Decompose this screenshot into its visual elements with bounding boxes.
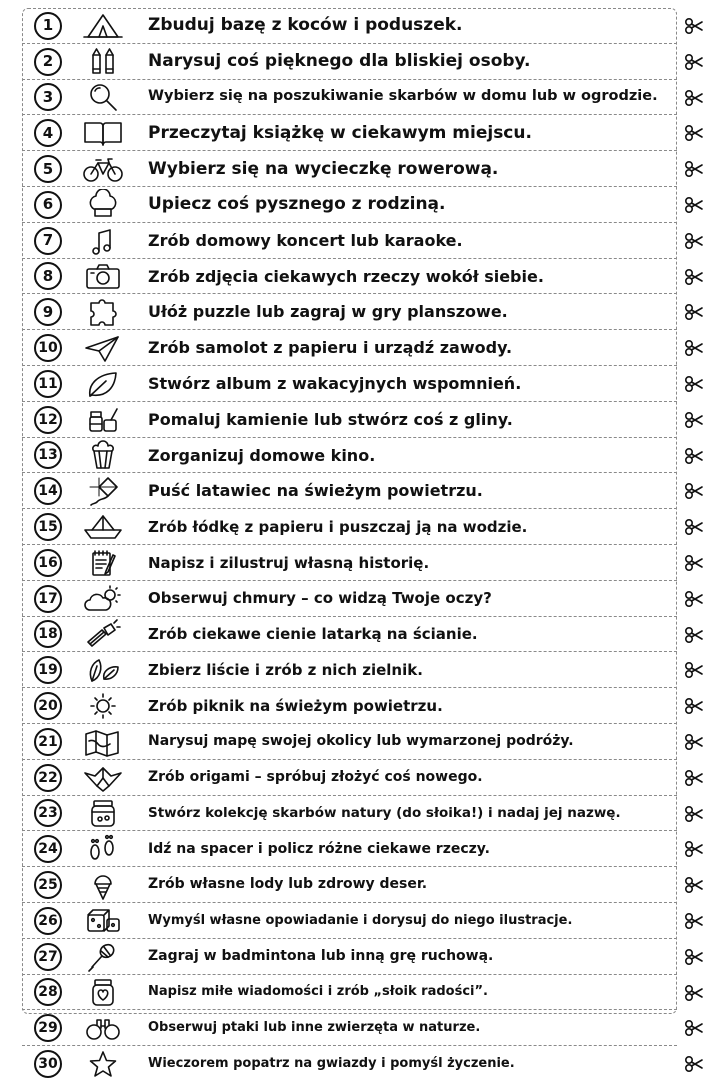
task-row <box>22 688 677 724</box>
task-number-badge: 28 <box>34 978 62 1006</box>
task-text: Stwórz album z wakacyjnych wspomnień. <box>148 373 522 393</box>
task-number-badge: 17 <box>34 585 62 613</box>
task-text: Ułóż puzzle lub zagraj w gry planszowe. <box>148 302 508 322</box>
puzzle-icon <box>80 296 126 328</box>
task-text: Przeczytaj książkę w ciekawym miejscu. <box>148 122 532 143</box>
magnifier-icon <box>80 81 126 113</box>
bicycle-icon <box>80 153 126 185</box>
paint-jars-icon <box>80 404 126 436</box>
task-row <box>22 939 677 975</box>
scissors-icon <box>683 480 705 502</box>
scissors-icon <box>683 15 705 37</box>
scissors-icon <box>683 838 705 860</box>
task-text: Zrób zdjęcia ciekawych rzeczy wokół siebie. <box>148 266 544 286</box>
scissors-icon <box>683 516 705 538</box>
scissors-icon <box>683 409 705 431</box>
task-row <box>22 831 677 867</box>
task-number-badge: 22 <box>34 764 62 792</box>
task-number-badge: 20 <box>34 692 62 720</box>
jar-icon <box>80 797 126 829</box>
scissors-icon <box>683 588 705 610</box>
dice-icon <box>80 905 126 937</box>
task-number-badge: 18 <box>34 620 62 648</box>
task-text: Upiecz coś pysznego z rodziną. <box>148 194 446 215</box>
task-number-badge: 26 <box>34 907 62 935</box>
origami-icon <box>80 762 126 794</box>
task-number-badge: 8 <box>34 262 62 290</box>
scissors-icon <box>683 194 705 216</box>
task-text: Wybierz się na poszukiwanie skarbów w domu lub w ogrodzie. <box>148 88 658 105</box>
star-icon <box>80 1048 126 1080</box>
footprints-icon <box>80 833 126 865</box>
task-text: Narysuj coś pięknego dla bliskiej osoby. <box>148 51 531 72</box>
task-text: Idź na spacer i policz różne ciekawe rzeczy. <box>148 840 490 857</box>
task-row <box>22 509 677 545</box>
task-text: Obserwuj ptaki lub inne zwierzęta w naturze. <box>148 1020 481 1036</box>
task-text: Zrób ciekawe cienie latarką na ścianie. <box>148 625 478 644</box>
scissors-icon <box>683 910 705 932</box>
task-number-badge: 6 <box>34 191 62 219</box>
task-number-badge: 4 <box>34 119 62 147</box>
task-number-badge: 23 <box>34 799 62 827</box>
scissors-icon <box>683 1017 705 1039</box>
task-number-badge: 25 <box>34 871 62 899</box>
flashlight-icon <box>80 618 126 650</box>
pencils-icon <box>80 46 126 78</box>
chef-hat-icon <box>80 189 126 221</box>
task-number-badge: 15 <box>34 513 62 541</box>
task-text: Zbuduj bazę z koców i poduszek. <box>148 15 463 36</box>
task-number-badge: 30 <box>34 1050 62 1078</box>
scissors-icon <box>683 445 705 467</box>
task-text: Obserwuj chmury – co widzą Twoje oczy? <box>148 589 492 608</box>
task-number-badge: 16 <box>34 549 62 577</box>
task-text: Zbierz liście i zrób z nich zielnik. <box>148 660 423 679</box>
task-row <box>22 867 677 903</box>
task-text: Zagraj w badmintona lub inną grę ruchową. <box>148 948 494 965</box>
task-text: Zrób domowy koncert lub karaoke. <box>148 230 463 250</box>
task-row <box>22 187 677 223</box>
task-number-badge: 3 <box>34 83 62 111</box>
scissors-icon <box>683 1053 705 1075</box>
task-text: Wieczorem popatrz na gwiazdy i pomyśl życzenie. <box>148 1056 515 1072</box>
camera-icon <box>80 260 126 292</box>
task-row <box>22 581 677 617</box>
task-text: Zrób origami – spróbuj złożyć coś nowego. <box>148 769 483 786</box>
scissors-icon <box>683 552 705 574</box>
task-text: Pomaluj kamienie lub stwórz coś z gliny. <box>148 409 513 429</box>
scissors-icon <box>683 803 705 825</box>
task-number-badge: 21 <box>34 728 62 756</box>
task-number-badge: 27 <box>34 943 62 971</box>
task-row <box>22 724 677 760</box>
task-row <box>22 8 677 44</box>
task-text: Zrób samolot z papieru i urządź zawody. <box>148 338 513 358</box>
task-row <box>22 652 677 688</box>
leaves-icon <box>80 654 126 686</box>
task-text: Wybierz się na wycieczkę rowerową. <box>148 158 499 179</box>
task-text: Napisz i zilustruj własną historię. <box>148 553 430 572</box>
scissors-icon <box>683 731 705 753</box>
book-icon <box>80 117 126 149</box>
ice-cream-icon <box>80 869 126 901</box>
task-text: Zrób łódkę z papieru i puszczaj ją na wodzie. <box>148 517 528 536</box>
scissors-icon <box>683 337 705 359</box>
task-number-badge: 29 <box>34 1014 62 1042</box>
task-row <box>22 1010 677 1046</box>
task-number-badge: 5 <box>34 155 62 183</box>
task-row <box>22 903 677 939</box>
task-text: Wymyśl własne opowiadanie i dorysuj do niego ilustracje. <box>148 912 573 928</box>
scissors-icon <box>683 230 705 252</box>
paper-boat-icon <box>80 511 126 543</box>
scissors-icon <box>683 659 705 681</box>
paper-plane-icon <box>80 332 126 364</box>
task-number-badge: 13 <box>34 441 62 469</box>
task-row <box>22 796 677 832</box>
task-row <box>22 366 677 402</box>
scissors-icon <box>683 982 705 1004</box>
task-row <box>22 617 677 653</box>
task-number-badge: 2 <box>34 48 62 76</box>
scissors-icon <box>683 301 705 323</box>
task-number-badge: 10 <box>34 334 62 362</box>
scissors-icon <box>683 266 705 288</box>
scissors-icon <box>683 51 705 73</box>
task-row <box>22 294 677 330</box>
scissors-icon <box>683 874 705 896</box>
task-number-badge: 14 <box>34 477 62 505</box>
task-number-badge: 7 <box>34 227 62 255</box>
notepad-icon <box>80 547 126 579</box>
task-row <box>22 402 677 438</box>
task-text: Zorganizuj domowe kino. <box>148 445 376 465</box>
task-row <box>22 545 677 581</box>
task-row <box>22 151 677 187</box>
task-number-badge: 9 <box>34 298 62 326</box>
badminton-icon <box>80 941 126 973</box>
scissors-icon <box>683 122 705 144</box>
scissors-icon <box>683 624 705 646</box>
popcorn-icon <box>80 439 126 471</box>
task-text: Narysuj mapę swojej okolicy lub wymarzonej podróży. <box>148 733 574 750</box>
scissors-icon <box>683 158 705 180</box>
task-row <box>22 80 677 116</box>
task-row <box>22 259 677 295</box>
tent-icon <box>80 10 126 42</box>
task-row <box>22 438 677 474</box>
scissors-icon <box>683 946 705 968</box>
task-text: Puść latawiec na świeżym powietrzu. <box>148 481 483 501</box>
task-number-badge: 11 <box>34 370 62 398</box>
task-number-badge: 1 <box>34 12 62 40</box>
music-note-icon <box>80 225 126 257</box>
heart-jar-icon <box>80 976 126 1008</box>
task-row <box>22 223 677 259</box>
sun-icon <box>80 690 126 722</box>
task-row <box>22 1046 677 1082</box>
task-text: Napisz miłe wiadomości i zrób „słoik radości”. <box>148 984 488 1000</box>
task-row <box>22 760 677 796</box>
task-number-badge: 19 <box>34 656 62 684</box>
task-number-badge: 24 <box>34 835 62 863</box>
scissors-icon <box>683 695 705 717</box>
cloud-sun-icon <box>80 583 126 615</box>
task-text: Zrób własne lody lub zdrowy deser. <box>148 876 428 893</box>
map-icon <box>80 726 126 758</box>
kite-icon <box>80 475 126 507</box>
binoculars-icon <box>80 1012 126 1044</box>
scissors-icon <box>683 373 705 395</box>
scissors-icon <box>683 87 705 109</box>
task-row <box>22 330 677 366</box>
task-text: Stwórz kolekcję skarbów natury (do słoika!) i nadaj jej nazwę. <box>148 805 621 822</box>
leaf-icon <box>80 368 126 400</box>
task-row <box>22 473 677 509</box>
task-text: Zrób piknik na świeżym powietrzu. <box>148 696 443 715</box>
task-row <box>22 44 677 80</box>
task-row <box>22 975 677 1011</box>
task-row <box>22 115 677 151</box>
scissors-icon <box>683 767 705 789</box>
task-number-badge: 12 <box>34 406 62 434</box>
